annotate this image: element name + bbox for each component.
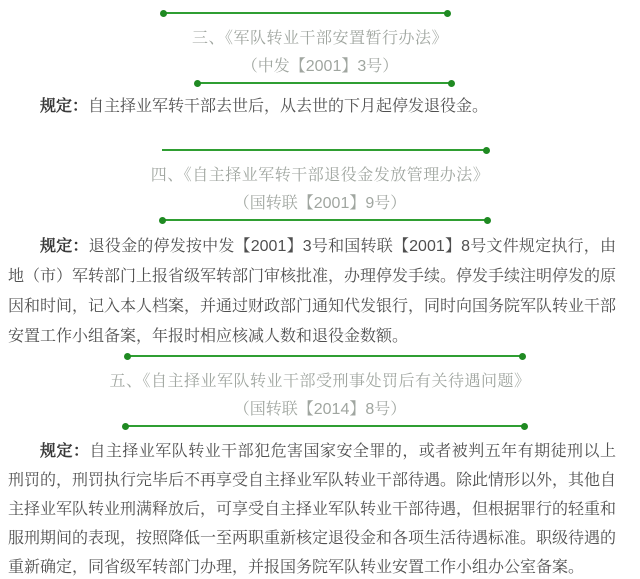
rule-label: 规定： (40, 98, 89, 115)
line-endpoint-dot (519, 353, 526, 360)
article-page (0, 12, 640, 579)
line-endpoint-dot (448, 80, 455, 87)
rule-label: 规定： (40, 443, 90, 460)
divider-line (162, 219, 488, 221)
section-title: 五、《自主择业军队转业干部受刑事处罚后有关待遇问题》 (109, 373, 531, 390)
line-endpoint-dot (444, 10, 451, 17)
section-title: 三、《军队转业干部安置暂行办法》 (191, 30, 448, 47)
rule-text: 自主择业军转干部去世后，从去世的下月起停发退役金。 (88, 98, 489, 115)
line-endpoint-dot (484, 217, 491, 224)
divider-line (125, 425, 525, 427)
line-endpoint-dot (159, 217, 166, 224)
rule-text: 自主择业军队转业干部犯危害国家安全罪的，或者被判五年有期徒刑以上刑罚的，刑罚执行完毕后不再享受自主择业军队转业干部待遇。除此情形以外，其他自主择业军队转业刑满释放后，可享受自主择业军队转业干部待遇，但根据罪行的轻重和服刑期间的表现，按照降低一至两职重新核定退役金和各项生活待遇标准。职级待遇的重新确定，同省级军转部门办理，并报国务院军队转业安置工作小组办公室备案。 (8, 443, 617, 576)
rule-label: 规定： (40, 238, 89, 255)
section-rule-paragraph (8, 232, 616, 352)
divider-line (163, 12, 448, 14)
rule-text: 退役金的停发按中发【2001】3号和国转联【2001】8号文件规定执行，由地（市）军转部门上报省级军转部门审核批准，办理停发手续。停发手续注明停发的原因和时间，记入本人档案，并通过财政部门通知代发银行，同时向国务院军队转业干部安置工作小组备案，年报时相应核减人数和退役金数额。 (8, 238, 617, 345)
line-endpoint-dot (160, 10, 167, 17)
divider-line (127, 355, 523, 357)
section-doc-number: （国转联【2001】9号） (233, 195, 407, 212)
line-endpoint-dot (483, 147, 490, 154)
section-rule-paragraph (8, 92, 616, 122)
line-endpoint-dot (124, 353, 131, 360)
section-doc-number: （国转联【2014】8号） (233, 401, 407, 418)
section-rule-paragraph (8, 437, 616, 579)
line-endpoint-dot (521, 423, 528, 430)
section-title: 四、《自主择业军转干部退役金发放管理办法》 (150, 167, 490, 184)
section-doc-number: （中发【2001】3号） (241, 58, 399, 75)
divider-line (197, 82, 452, 84)
line-endpoint-dot (194, 80, 201, 87)
line-endpoint-dot (122, 423, 129, 430)
divider-line (162, 149, 487, 151)
